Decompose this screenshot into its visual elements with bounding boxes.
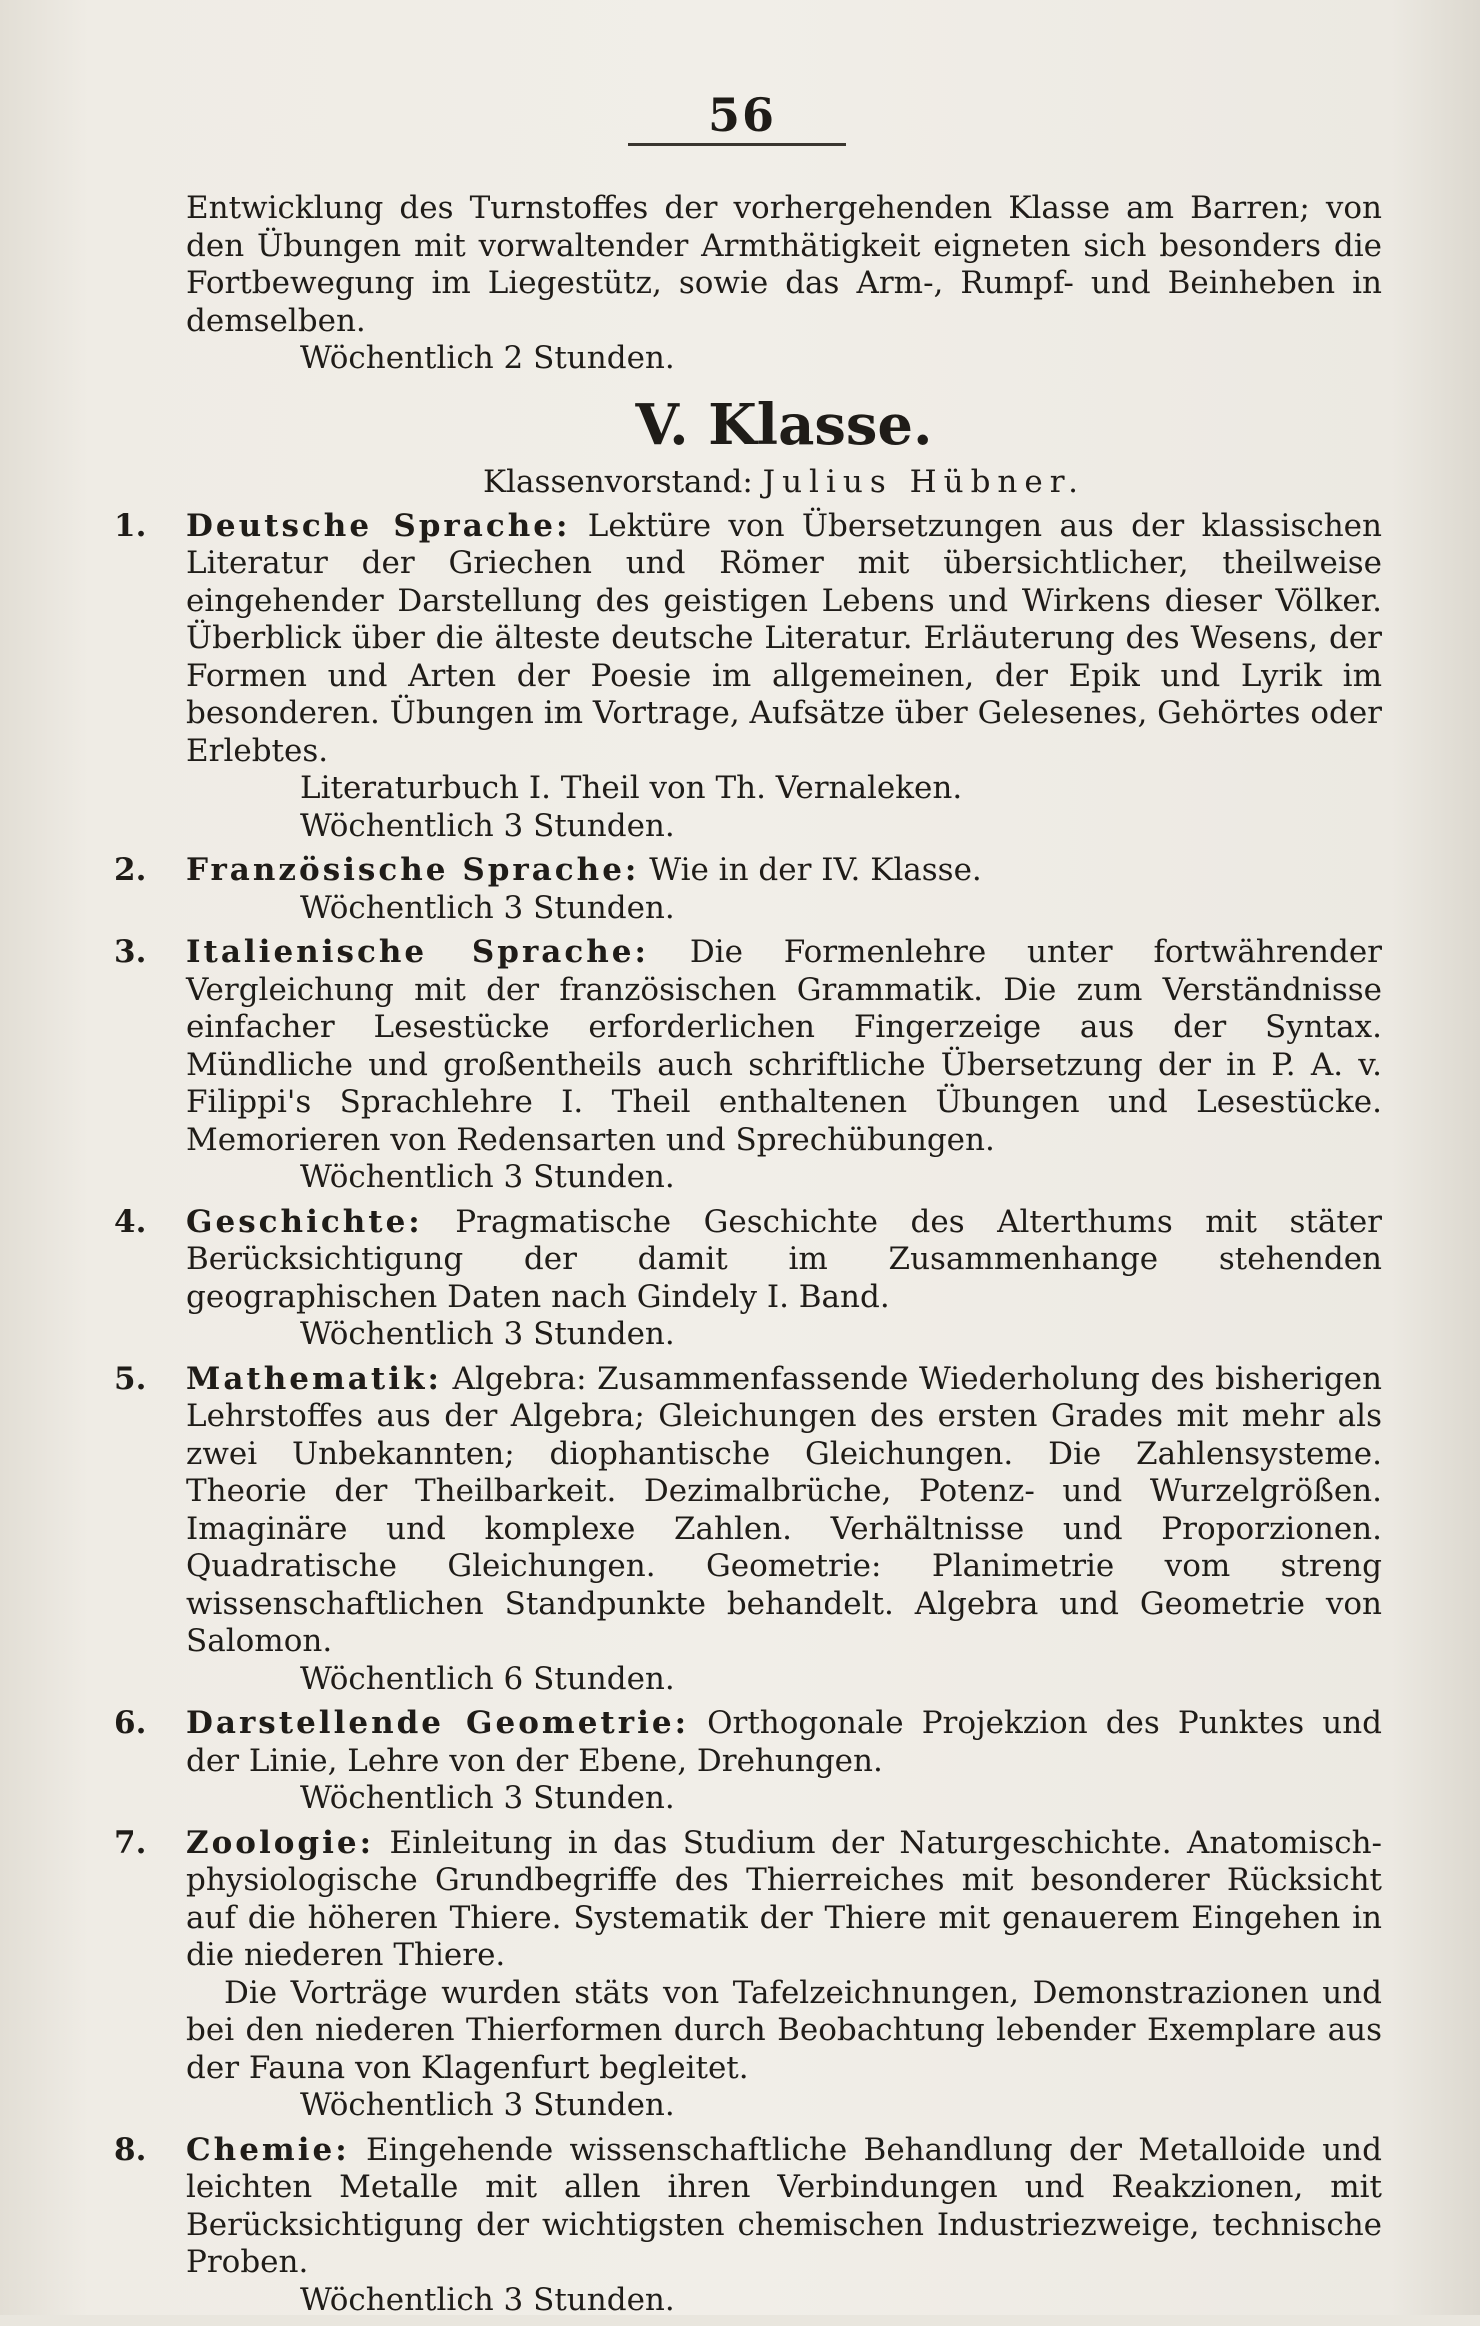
subject-book: Literaturbuch I. Theil von Th. Vernaleken. — [300, 770, 963, 806]
subject-name: Italienische Sprache: — [186, 934, 649, 970]
subject-name: Geschichte: — [186, 1203, 423, 1240]
subject-name: Mathematik: — [186, 1360, 442, 1397]
intro-hours: Wöchentlich 2 Stunden. — [300, 340, 675, 376]
subject-item — [114, 507, 1382, 846]
subject-name: Französische Sprache: — [186, 852, 640, 888]
subject-number: 1. — [114, 507, 147, 544]
subject-hours: Wöchentlich 3 Stunden. — [300, 1316, 675, 1352]
subject-text: Algebra: Zusammenfassende Wiederholung des bisherigen Lehrstoffes aus der Algebra; Gleichungen des ersten Grades mit mehr als zwei Unbekannten; diophantische Gleichungen. Die Zahlensysteme. Theorie der Theilbarkeit. Dezimalbrüche, Potenz- und Wurzelgrößen. Imaginäre und komplexe Zahlen. Verhältnisse und Proporzionen. Quadratische Gleichungen. Geometrie: Planimetrie vom streng wissenschaftlichen Standpunkte behandelt. Algebra und Geometrie von Salomon. — [186, 1360, 1382, 1659]
class-teacher — [186, 462, 1382, 502]
intro-paragraph: Entwicklung des Turnstoffes der vorhergehenden Klasse am Barren; von den Übungen mit vorwaltender Armthätigkeit eigneten sich besonders die Fortbewegung im Liegestütz, sowie das Arm-, Rumpf- und Beinheben in demselben. — [186, 190, 1382, 339]
subject-text: Orthogonale Projekzion des Punktes und der Linie, Lehre von der Ebene, Drehungen. — [186, 1705, 1383, 1779]
subject-name: Chemie: — [186, 2131, 350, 2168]
subject-name: Zoologie: — [186, 1824, 375, 1861]
subject-number: 7. — [114, 1824, 147, 1861]
subject-hours: Wöchentlich 3 Stunden. — [300, 1780, 675, 1816]
subject-number: 3. — [114, 934, 147, 970]
subject-item — [114, 852, 1382, 927]
subject-item — [114, 1360, 1382, 1699]
class-heading: V. Klasse. — [635, 391, 933, 458]
subject-hours: Wöchentlich 3 Stunden. — [300, 889, 675, 926]
subject-number: 2. — [114, 852, 147, 888]
subject-number: 5. — [114, 1360, 147, 1397]
page-number: 56 — [707, 88, 776, 142]
subject-item — [114, 1824, 1383, 2125]
subject-item — [114, 1705, 1383, 1818]
subject-hours: Wöchentlich 6 Stunden. — [300, 1660, 675, 1697]
class-teacher-label: Klassenvorstand: — [482, 463, 753, 500]
subject-number: 4. — [114, 1203, 147, 1240]
subject-hours: Wöchentlich 3 Stunden. — [300, 2281, 675, 2318]
header-rule — [628, 143, 846, 146]
subject-item — [114, 934, 1382, 1197]
subject-text: Lektüre von Übersetzungen aus der klassischen Literatur der Griechen und Römer mit übersichtlicher, theilweise eingehender Darstellung des geistigen Lebens und Wirkens dieser Völker. Überblick über die älteste deutsche Literatur. Erläuterung des Wesens, der Formen und Arten der Poesie im allgemeinen, der Epik und Lyrik im besonderen. Übungen im Vortrage, Aufsätze über Gelesenes, Gehörtes oder Erlebtes. — [186, 507, 1382, 769]
subject-text: Eingehende wissenschaftliche Behandlung der Metalloide und leichten Metalle mit allen ihren Verbindungen und Reakzionen, mit Berücksichtigung der wichtigsten chemischen Industriezweige, technische Proben. — [186, 2131, 1382, 2280]
subject-note: Die Vorträge wurden stäts von Tafelzeichnungen, Demonstrazionen und bei den niederen Thierformen durch Beobachtung lebender Exemplare aus der Fauna von Klagenfurt begleitet. — [186, 1974, 1382, 2086]
subject-hours: Wöchentlich 3 Stunden. — [300, 2087, 675, 2123]
page-body — [114, 190, 1383, 2326]
subject-hours: Wöchentlich 3 Stunden. — [300, 807, 675, 844]
subject-number: 8. — [114, 2131, 147, 2168]
subject-text: Die Formenlehre unter fortwährender Vergleichung mit der französischen Grammatik. Die zum Verständnisse einfacher Lesestücke erforderlichen Fingerzeige aus der Syntax. Mündliche und großentheils auch schriftliche Übersetzung der in P. A. v. Filippi's Sprachlehre I. Theil enthaltenen Übungen und Lesestücke. Memorieren von Redensarten und Sprechübungen. — [186, 934, 1382, 1158]
subject-text: Pragmatische Geschichte des Alterthums mit stäter Berücksichtigung der damit im Zusammenhange stehenden geographischen Daten nach Gindely I. Band. — [186, 1203, 1382, 1315]
class-teacher-name: Julius Hübner. — [762, 463, 1086, 500]
subject-item — [114, 1203, 1382, 1354]
subject-text: Einleitung in das Studium der Naturgeschichte. Anatomisch-physiologische Grundbegriffe des Thierreiches mit besonderer Rücksicht auf die höheren Thiere. Systematik der Thiere mit genauerem Eingehen in die niederen Thiere. — [186, 1824, 1383, 1973]
subject-name: Darstellende Geometrie: — [186, 1705, 690, 1741]
subject-text: Wie in der IV. Klasse. — [649, 852, 982, 888]
subject-item — [114, 2131, 1382, 2320]
subject-list — [114, 507, 1383, 2320]
subject-hours: Wöchentlich 3 Stunden. — [300, 1159, 675, 1195]
subject-name: Deutsche Sprache: — [186, 507, 571, 544]
subject-number: 6. — [114, 1705, 147, 1741]
